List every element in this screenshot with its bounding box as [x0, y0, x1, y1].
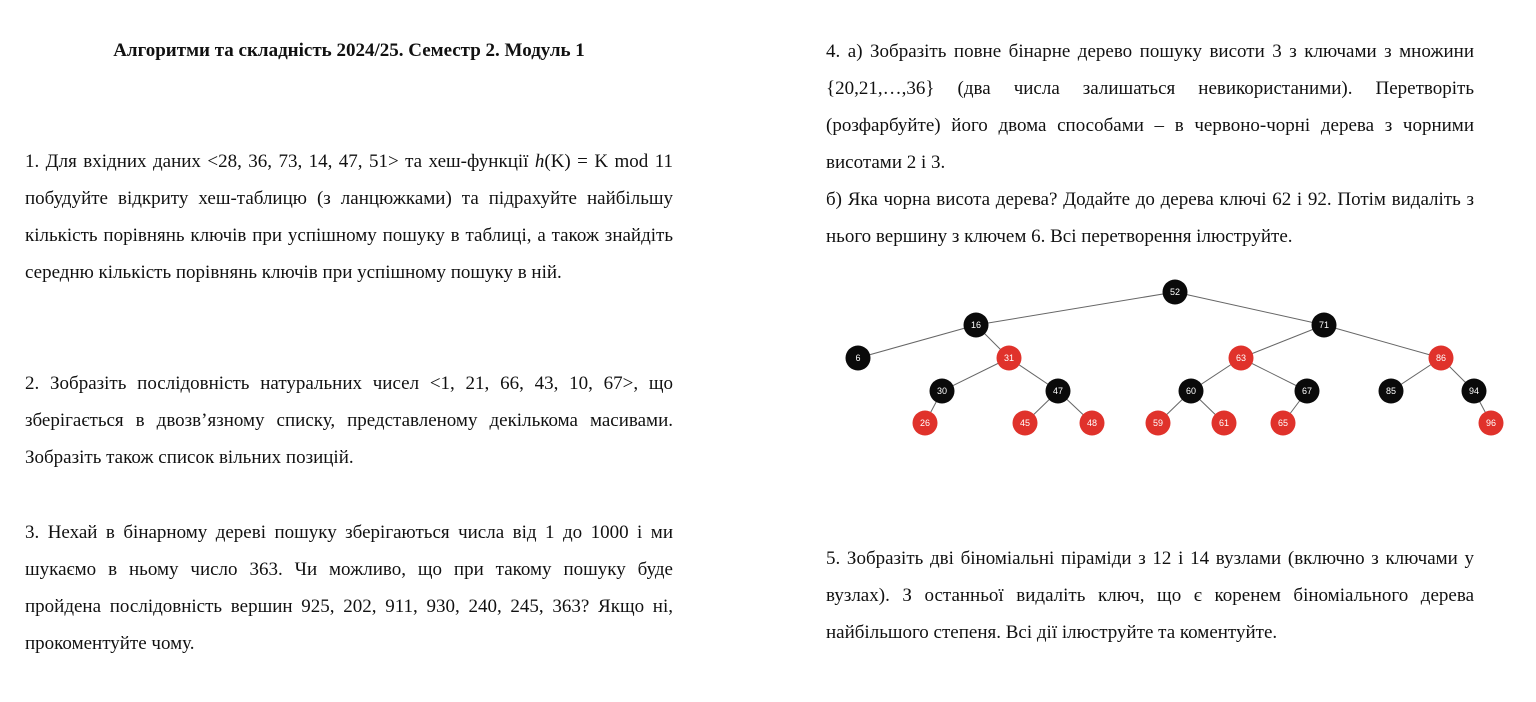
tree-node-label-47: 47 — [1052, 386, 1064, 396]
problem-4b: б) Яка чорна висота дерева? Додайте до дерева ключі 62 і 92. Потім видаліть з нього вершину з ключем 6. Всі перетворення ілюструйте. — [826, 189, 1474, 247]
tree-node-label-31: 31 — [1003, 353, 1015, 363]
tree-node-label-67: 67 — [1301, 386, 1313, 396]
tree-node-16 — [964, 313, 989, 338]
tree-node-61 — [1212, 411, 1237, 436]
tree-node-label-30: 30 — [936, 386, 948, 396]
tree-node-48 — [1080, 411, 1105, 436]
tree-node-label-61: 61 — [1218, 418, 1230, 428]
tree-node-86 — [1429, 346, 1454, 371]
tree-node-52 — [1163, 280, 1188, 305]
tree-node-47 — [1046, 379, 1071, 404]
tree-node-96 — [1479, 411, 1504, 436]
tree-node-label-86: 86 — [1435, 353, 1447, 363]
tree-node-label-65: 65 — [1277, 418, 1289, 428]
tree-node-59 — [1146, 411, 1171, 436]
tree-node-30 — [930, 379, 955, 404]
tree-node-65 — [1271, 411, 1296, 436]
tree-node-63 — [1229, 346, 1254, 371]
red-black-tree-diagram — [826, 270, 1516, 450]
tree-node-label-48: 48 — [1086, 418, 1098, 428]
tree-edge-71-63 — [1241, 325, 1324, 358]
tree-edge-16-6 — [858, 325, 976, 358]
tree-node-31 — [997, 346, 1022, 371]
tree-node-label-71: 71 — [1318, 320, 1330, 330]
problem-3: 3. Нехай в бінарному дереві пошуку зберігаються числа від 1 до 1000 і ми шукаємо в ньому число 363. Чи можливо, що при такому пошуку буде пройдена послідовність вершин 925, 202, 911, 930, 240, 245, 363? Якщо ні, прокоментуйте чому. — [25, 522, 673, 654]
tree-edge-52-71 — [1175, 292, 1324, 325]
tree-node-label-16: 16 — [970, 320, 982, 330]
tree-node-6 — [846, 346, 871, 371]
tree-node-label-6: 6 — [855, 353, 861, 363]
problem-1-text-a: 1. Для вхідних даних <28, 36, 73, 14, 47, 51> та хеш-функції — [25, 151, 535, 172]
problem-1-text-b: (K) = K mod 11 побудуйте відкриту хеш-таблицю (з ланцюжками) та підрахуйте найбільшу кількість порівнянь ключів при успішному пошуку в таблиці, а також знайдіть середню кількість порівнянь ключів при успішному пошуку в ній. — [25, 151, 673, 283]
tree-node-label-26: 26 — [919, 418, 931, 428]
problem-2: 2. Зобразіть послідовність натуральних чисел <1, 21, 66, 43, 10, 67>, що зберігається в двозв’язному списку, представленому декількома масивами. Зобразіть також список вільних позицій. — [25, 373, 673, 468]
tree-node-label-85: 85 — [1385, 386, 1397, 396]
tree-node-label-59: 59 — [1152, 418, 1164, 428]
tree-node-label-60: 60 — [1185, 386, 1197, 396]
tree-node-label-52: 52 — [1169, 287, 1181, 297]
tree-node-label-94: 94 — [1468, 386, 1480, 396]
tree-node-45 — [1013, 411, 1038, 436]
tree-node-71 — [1312, 313, 1337, 338]
problem-1 — [25, 143, 673, 291]
problem-4a: 4. а) Зобразіть повне бінарне дерево пошуку висоти 3 з ключами з множини {20,21,…,36} (два числа залишаться невикористаними). Перетворіть (розфарбуйте) його двома способами – в червоно-чорні дерева з чорними висотами 2 і 3. — [826, 41, 1474, 173]
tree-node-94 — [1462, 379, 1487, 404]
tree-node-label-63: 63 — [1235, 353, 1247, 363]
tree-node-label-96: 96 — [1485, 418, 1497, 428]
tree-edge-52-16 — [976, 292, 1175, 325]
tree-edge-71-86 — [1324, 325, 1441, 358]
problem-5: 5. Зобразіть дві біноміальні піраміди з 12 і 14 вузлами (включно з ключами у вузлах). З останньої видаліть ключ, що є коренем біноміального дерева найбільшого степеня. Всі дії ілюструйте та коментуйте. — [826, 548, 1474, 643]
tree-node-85 — [1379, 379, 1404, 404]
tree-node-26 — [913, 411, 938, 436]
tree-node-60 — [1179, 379, 1204, 404]
page-title: Алгоритми та складність 2024/25. Семестр 2. Модуль 1 — [113, 40, 585, 61]
tree-node-label-45: 45 — [1019, 418, 1031, 428]
tree-node-67 — [1295, 379, 1320, 404]
problem-1-func-h: h — [534, 151, 545, 172]
